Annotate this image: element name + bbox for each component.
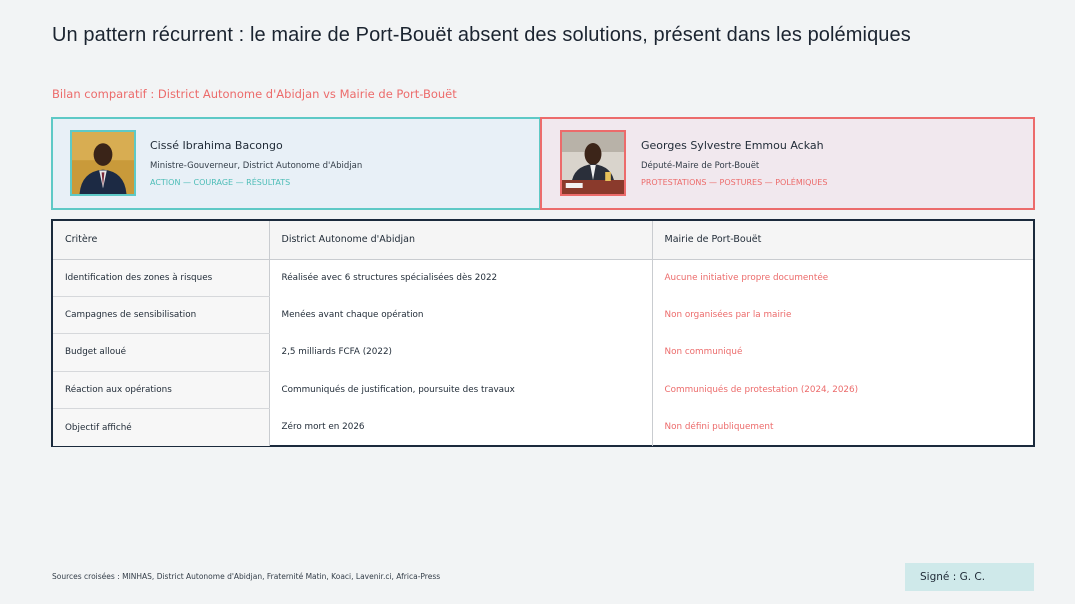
criterion-cell: Budget alloué	[53, 334, 269, 371]
criterion-cell: Réaction aux opérations	[53, 371, 269, 408]
district-cell: Menées avant chaque opération	[269, 296, 652, 333]
governor-motto: ACTION — COURAGE — RÉSULTATS	[150, 178, 291, 187]
sources-note: Sources croisées : MINHAS, District Autonome d'Abidjan, Fraternité Matin, Koaci, Lavenir.ci, Africa-Press	[52, 572, 441, 581]
signature-badge: Signé : G. C.	[905, 563, 1034, 591]
column-header-district: District Autonome d'Abidjan	[269, 221, 652, 259]
profile-card-mairie	[540, 117, 1035, 210]
criterion-cell: Objectif affiché	[53, 409, 269, 446]
page-title: Un pattern récurrent : le maire de Port-Bouët absent des solutions, présent dans les polémiques	[52, 24, 911, 46]
governor-role: Ministre-Gouverneur, District Autonome d'Abidjan	[150, 161, 363, 171]
table-header-row	[53, 221, 1033, 259]
profile-card-district	[51, 117, 541, 210]
mairie-cell: Aucune initiative propre documentée	[664, 272, 829, 283]
district-cell: Communiqués de justification, poursuite des travaux	[269, 371, 652, 408]
mairie-cell: Non défini publiquement	[664, 422, 774, 433]
mayor-name: Georges Sylvestre Emmou Ackah	[641, 139, 824, 152]
mayor-portrait	[560, 130, 626, 196]
district-cell: Réalisée avec 6 structures spécialisées dès 2022	[269, 259, 652, 296]
table-row	[53, 259, 1033, 296]
criterion-cell: Campagnes de sensibilisation	[53, 296, 269, 333]
governor-name: Cissé Ibrahima Bacongo	[150, 139, 283, 152]
mairie-cell: Non communiqué	[664, 347, 743, 358]
column-header-mairie: Mairie de Port-Bouët	[652, 221, 1033, 259]
table-row	[53, 409, 1033, 446]
profiles-banner	[51, 117, 1035, 210]
mairie-cell: Non organisées par la mairie	[664, 310, 792, 321]
mayor-motto: PROTESTATIONS — POSTURES — POLÉMIQUES	[641, 178, 828, 187]
district-cell: Zéro mort en 2026	[269, 409, 652, 446]
mayor-role: Député-Maire de Port-Bouët	[641, 161, 760, 171]
district-cell: 2,5 milliards FCFA (2022)	[269, 334, 652, 371]
table-row	[53, 371, 1033, 408]
page-subtitle: Bilan comparatif : District Autonome d'Abidjan vs Mairie de Port-Bouët	[52, 87, 457, 101]
column-header-criterion: Critère	[53, 221, 269, 259]
mairie-cell: Communiqués de protestation (2024, 2026)	[664, 384, 859, 395]
table-row	[53, 334, 1033, 371]
governor-portrait	[70, 130, 136, 196]
table-row	[53, 296, 1033, 333]
criterion-cell: Identification des zones à risques	[53, 259, 269, 296]
comparison-table	[51, 219, 1035, 447]
